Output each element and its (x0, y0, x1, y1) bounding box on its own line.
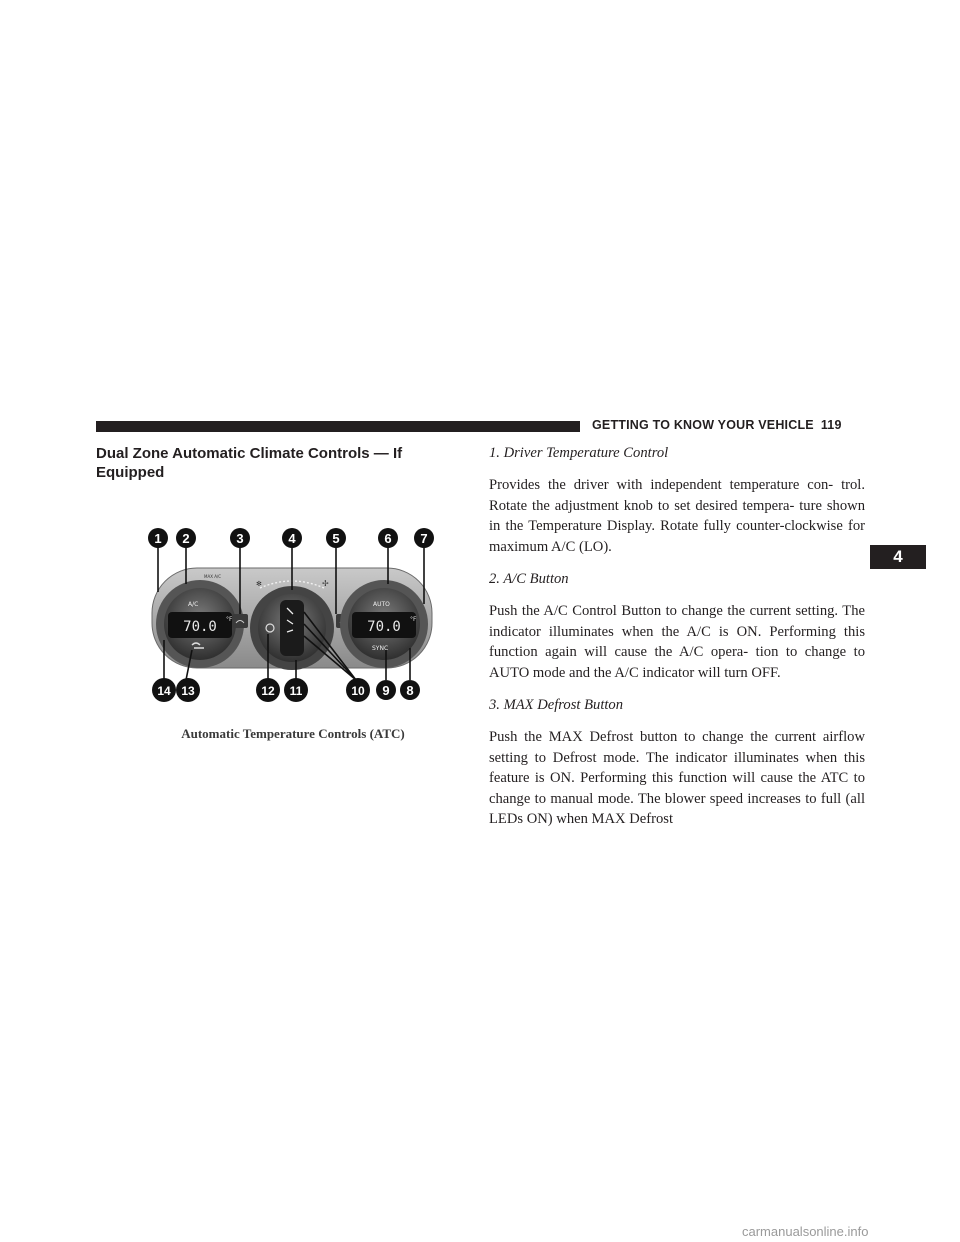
item-2-body: Push the A/C Control Button to change the current setting. The indicator illuminates when the A/C is ON. Performing this function again will cause the A/C opera- tion to change to AUTO mode and the A/C indicator will turn OFF. (489, 603, 865, 681)
callout-1: 1 (154, 531, 162, 546)
passenger-temp-unit: °F (410, 616, 417, 623)
right-column (489, 443, 865, 842)
sync-label: SYNC (372, 645, 389, 652)
callout-11: 11 (289, 684, 303, 698)
callout-10: 10 (351, 684, 365, 698)
callout-12: 12 (261, 684, 275, 698)
callout-8: 8 (406, 683, 414, 698)
callout-7: 7 (420, 531, 428, 546)
figure-caption: Automatic Temperature Controls (ATC) (181, 726, 405, 741)
ac-label: A/C (188, 601, 199, 608)
fan-low-icon: ✻ (256, 580, 262, 588)
callout-5: 5 (332, 531, 340, 546)
page-number: 119 (820, 418, 842, 432)
driver-temp-readout: 70.0 (183, 619, 217, 635)
callout-6: 6 (384, 531, 392, 546)
climate-panel-illustration (142, 520, 442, 710)
fan-high-icon: ✢ (322, 579, 329, 588)
item-1-heading: 1. Driver Temperature Control (489, 445, 669, 461)
callout-9: 9 (382, 683, 390, 698)
header-title: GETTING TO KNOW YOUR VEHICLE (592, 418, 814, 432)
callout-3: 3 (236, 531, 244, 546)
callout-13: 13 (181, 684, 195, 698)
watermark: carmanualsonline.info (742, 1224, 869, 1239)
auto-label: AUTO (373, 601, 390, 608)
header-rule (96, 421, 580, 432)
driver-temp-unit: °F (226, 616, 233, 623)
max-ac-label: MAX A/C (204, 574, 222, 579)
item-3-heading: 3. MAX Defrost Button (489, 697, 624, 714)
item-2-heading: 2. A/C Button (489, 571, 569, 588)
callout-4: 4 (288, 531, 296, 546)
item-3-body: Push the MAX Defrost button to change the current airflow setting to Defrost mode. The indicator illuminates when this feature is ON. Performing this function will cause the ATC to change to manual mode. The blower speed increases to full (all LEDs ON) when MAX Defrost (489, 729, 865, 828)
item-1-body: Provides the driver with independent temperature con- trol. Rotate the adjustment knob to set desired tempera- ture shown in the Temperature Display. Rotate fully counter-clockwise for maximum A/C (LO). (489, 477, 865, 555)
passenger-temp-readout: 70.0 (367, 619, 401, 635)
running-header (592, 418, 842, 432)
atc-figure (142, 520, 442, 710)
section-heading: Dual Zone Automatic Climate Controls — If Equipped (96, 445, 403, 481)
chapter-tab: 4 (870, 545, 926, 569)
callout-2: 2 (182, 531, 190, 546)
callout-14: 14 (157, 684, 171, 698)
